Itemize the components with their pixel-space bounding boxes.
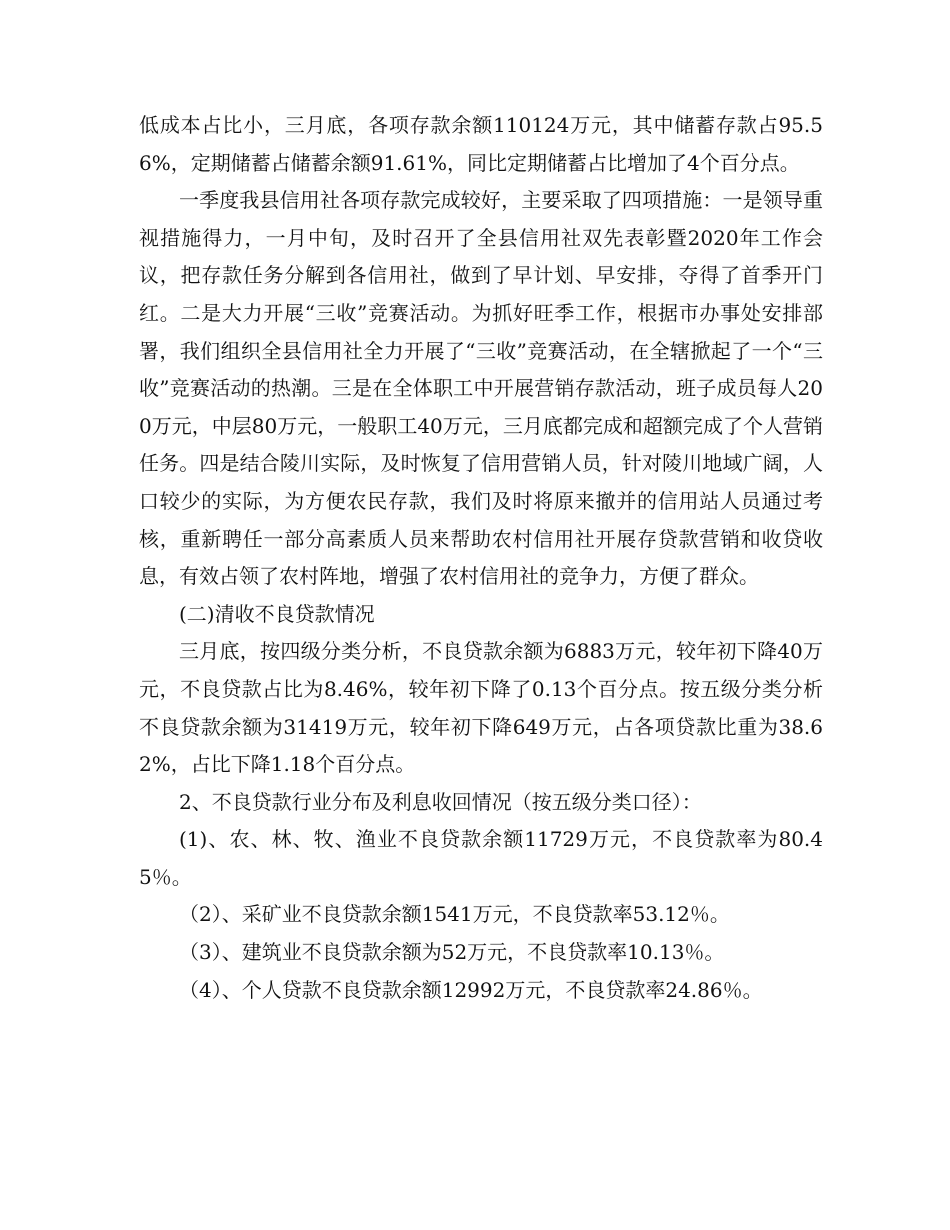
list-item-agriculture: (1)、农、林、牧、渔业不良贷款余额11729万元，不良贷款率为80.45％。 [139,827,823,889]
section-heading-bad-loans: (二)清收不良贷款情况 [179,601,375,626]
paragraph-deposit-summary: 低成本占比小，三月底，各项存款余额110124万元，其中储蓄存款占95.56%，定期储蓄占储蓄余额91.61%，同比定期储蓄占比增加了4个百分点。 [139,113,823,175]
paragraph-industry-distribution-heading: 2、不良贷款行业分布及利息收回情况（按五级分类口径）： [179,789,702,814]
paragraph-deposit-measures: 一季度我县信用社各项存款完成较好，主要采取了四项措施：一是领导重视措施得力，一月中旬，及时召开了全县信用社双先表彰暨2020年工作会议，把存款任务分解到各信用社，做到了早计划、早安排，夺得了首季开门红。二是大力开展“三收”竞赛活动。为抓好旺季工作，根据市办事处安排部署，我们组织全县信用社全力开展了“三收”竞赛活动，在全辖掀起了一个“三收”竞赛活动的热潮。三是在全体职工中开展营销存款活动，班子成员每人200万元，中层80万元，一般职工40万元，三月底都完成和超额完成了个人营销任务。四是结合陵川实际，及时恢复了信用营销人员，针对陵川地域广阔，人口较少的实际，为方便农民存款，我们及时将原来撤并的信用站人员通过考核，重新聘任一部分高素质人员来帮助农村信用社开展存贷款营销和收贷收息，有效占领了农村阵地，增强了农村信用社的竞争力，方便了群众。 [139,188,823,589]
paragraph-bad-loan-analysis: 三月底，按四级分类分析，不良贷款余额为6883万元，较年初下降40万元，不良贷款占比为8.46%，较年初下降了0.13个百分点。按五级分类分析不良贷款余额为31419万元，较年初下降649万元，占各项贷款比重为38.62%，占比下降1.18个百分点。 [139,639,823,777]
list-item-personal-loans: （4）、个人贷款不良贷款余额12992万元，不良贷款率24.86％。 [179,977,763,1002]
document-page [139,107,823,1009]
list-item-construction: （3）、建筑业不良贷款余额为52万元，不良贷款率10.13％。 [179,940,725,965]
list-item-mining: （2）、采矿业不良贷款余额1541万元，不良贷款率53.12％。 [179,902,730,927]
